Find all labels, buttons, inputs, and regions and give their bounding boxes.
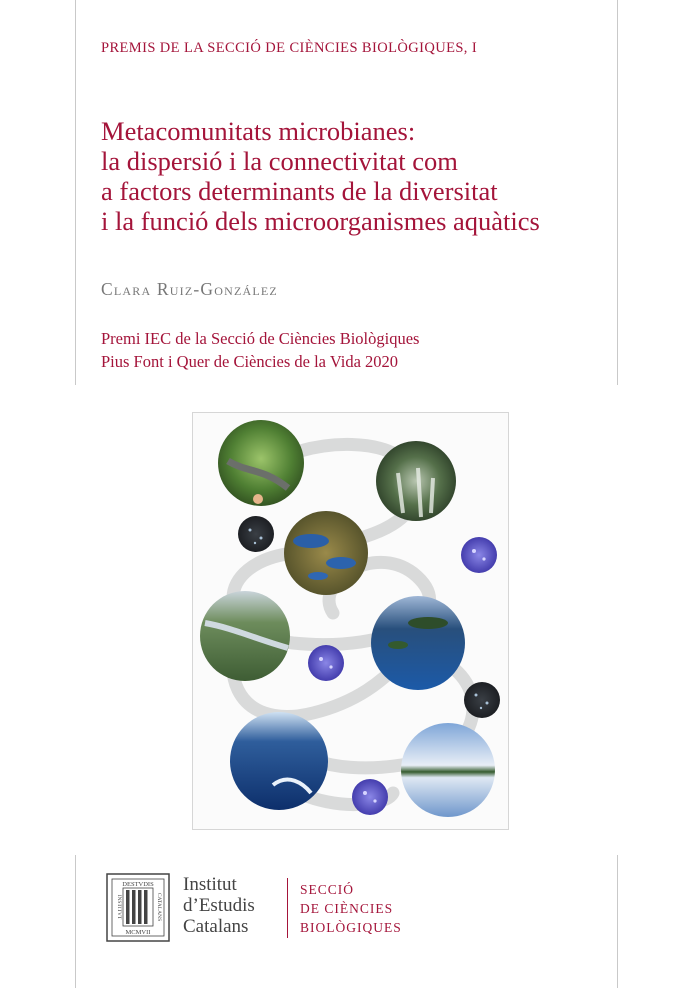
habitat-waterfall-forest (376, 441, 456, 521)
section-name-line: SECCIÓ (300, 882, 355, 897)
microbe-circle-purple (308, 645, 344, 681)
habitat-forest-river (200, 591, 290, 681)
iec-seal-logo (106, 873, 170, 942)
book-title-line: i la funció dels microorganismes aquàtics (101, 206, 540, 236)
section-name (300, 880, 402, 937)
left-margin-rule-top (75, 0, 76, 385)
book-title (101, 116, 621, 236)
prize-line: Pius Font i Quer de Ciències de la Vida 2020 (101, 352, 399, 371)
habitat-moss-stream (218, 420, 304, 506)
publisher-name-line: Catalans (183, 916, 249, 937)
publisher-name-line: Institut (183, 874, 237, 895)
habitat-lake-clouds-reflection (401, 723, 495, 817)
section-name-line: DE CIÈNCIES (300, 901, 394, 916)
book-title-line: a factors determinants de la diversitat (101, 176, 498, 206)
seal-text-right: CATALANS (156, 892, 162, 922)
series-title: PREMIS DE LA SECCIÓ DE CIÈNCIES BIOLÒGIQUES, I (101, 40, 478, 56)
author-name: Clara Ruiz-González (101, 279, 278, 299)
right-margin-rule-bottom (617, 855, 618, 988)
microbe-circle-purple (461, 537, 497, 573)
habitat-peat-bog-lakes (284, 511, 368, 595)
publisher-name (183, 874, 255, 937)
illustration-svg (193, 413, 510, 831)
cover-illustration (192, 412, 509, 830)
section-name-line: BIOLÒGIQUES (300, 920, 402, 935)
microbe-circle-dark (464, 682, 500, 718)
habitat-ocean-waves (230, 712, 328, 810)
publisher-name-line: d’Estudis (183, 895, 255, 916)
seal-text-top: DESTVDIS (122, 881, 154, 888)
book-title-line: la dispersió i la connectivitat com (101, 146, 458, 176)
prize-description (101, 327, 419, 373)
prize-line: Premi IEC de la Secció de Ciències Biològiques (101, 329, 420, 348)
seal-text-left: INSTITVT (116, 894, 122, 920)
footer-divider (287, 878, 288, 938)
seal-text-bottom: MCMVII (125, 929, 151, 936)
microbe-circle-dark (238, 516, 274, 552)
book-title-line: Metacomunitats microbianes: (101, 116, 416, 146)
microbe-circle-purple (352, 779, 388, 815)
habitat-blue-lake-islands (371, 596, 465, 690)
left-margin-rule-bottom (75, 855, 76, 988)
